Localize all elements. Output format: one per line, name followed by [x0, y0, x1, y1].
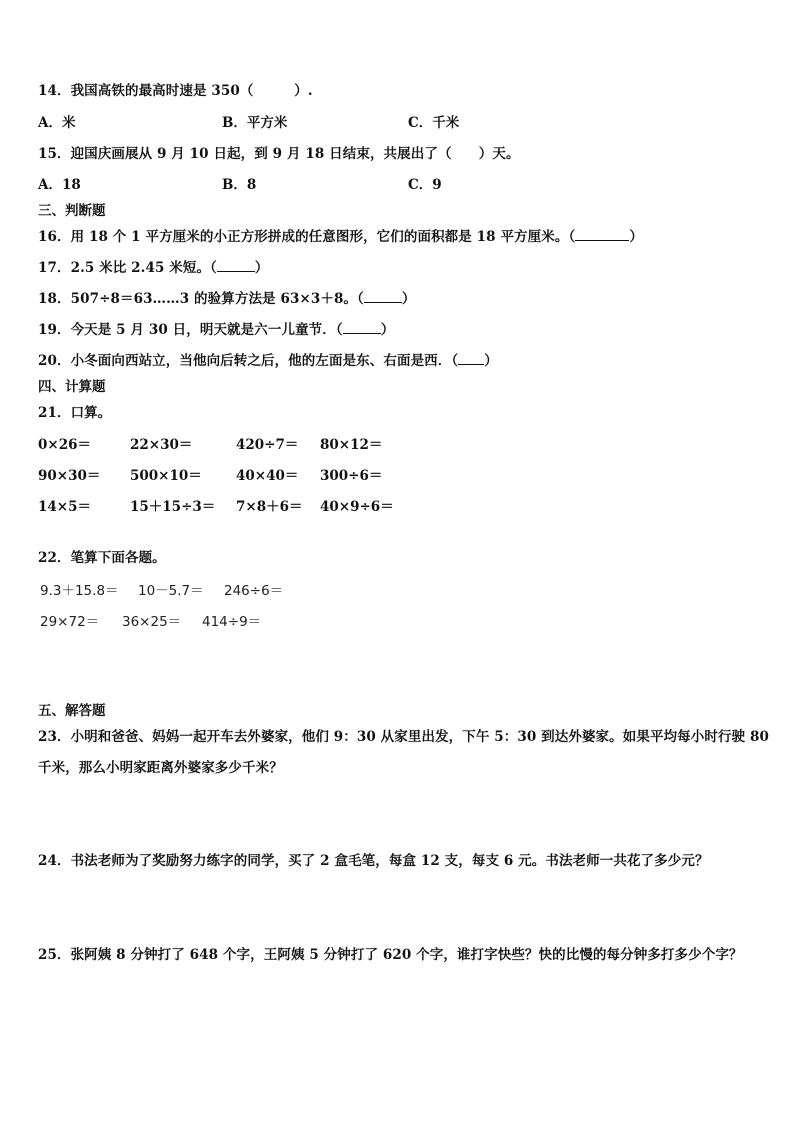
section-word-problems-heading: 五、解答题 [38, 703, 106, 719]
question-14: 14．我国高铁的最高时速是 350（ ）. [38, 83, 313, 99]
q18-text: 18．507÷8＝63……3 的验算方法是 63×3＋8。（ [38, 291, 364, 307]
oral-calc-item: 300÷6＝ [320, 468, 383, 484]
oral-calc-item: 420÷7＝ [236, 437, 299, 453]
q19-close: ） [380, 322, 395, 338]
question-20 [38, 352, 498, 370]
q14-option-b: B．平方米 [222, 115, 288, 131]
q16-close: ） [629, 229, 643, 245]
question-19 [38, 321, 394, 339]
q18-close: ） [401, 291, 416, 307]
section-true-false-heading: 三、判断题 [38, 203, 106, 219]
oral-calc-item: 80×12＝ [320, 437, 383, 453]
question-23-line1: 23．小明和爸爸、妈妈一起开车去外婆家，他们 9：30 从家里出发，下午 5：30 到达外婆家。如果平均每小时行驶 80 [38, 729, 769, 745]
question-15: 15．迎国庆画展从 9 月 10 日起，到 9 月 18 日结束，共展出了（ ）天。 [38, 146, 520, 162]
question-25: 25．张阿姨 8 分钟打了 648 个字，王阿姨 5 分钟打了 620 个字，谁打字快些？快的比慢的每分钟多打多少个字？ [38, 947, 743, 963]
answer-blank [217, 259, 255, 272]
q15-option-b: B．8 [222, 177, 257, 193]
written-calc-item: 414÷9＝ [202, 614, 262, 630]
written-calc-item: 29×72＝ [40, 614, 100, 630]
answer-blank [458, 352, 484, 365]
oral-calc-item: 22×30＝ [130, 437, 193, 453]
question-22-title: 22．笔算下面各题。 [38, 550, 166, 566]
q20-close: ） [484, 353, 498, 369]
written-calc-item: 246÷6＝ [224, 583, 284, 599]
oral-calc-item: 40×9÷6＝ [320, 499, 394, 515]
oral-calc-item: 7×8＋6＝ [236, 499, 303, 515]
question-18 [38, 290, 416, 308]
question-24: 24．书法老师为了奖励努力练字的同学，买了 2 盒毛笔，每盒 12 支，每支 6 元。书法老师一共花了多少元？ [38, 853, 709, 869]
q17-close: ） [254, 260, 269, 276]
q17-text: 17．2.5 米比 2.45 米短。（ [38, 260, 217, 276]
oral-calc-item: 90×30＝ [38, 468, 101, 484]
q20-text: 20．小冬面向西站立，当他向后转之后，他的左面是东、右面是西．（ [38, 353, 459, 369]
oral-calc-item: 40×40＝ [236, 468, 299, 484]
question-23-line2: 千米，那么小明家距离外婆家多少千米？ [38, 760, 283, 776]
q15-option-c: C．9 [408, 177, 442, 193]
q15-option-a: A．18 [38, 177, 81, 193]
answer-blank [575, 228, 629, 241]
q14-option-c: C．千米 [408, 115, 460, 131]
question-17 [38, 259, 269, 277]
oral-calc-item: 0×26＝ [38, 437, 91, 453]
section-calculation-heading: 四、计算题 [38, 379, 106, 395]
answer-blank [343, 321, 381, 334]
oral-calc-item: 500×10＝ [130, 468, 202, 484]
q19-text: 19．今天是 5 月 30 日，明天就是六一儿童节．（ [38, 322, 343, 338]
answer-blank [364, 290, 402, 303]
written-calc-item: 36×25＝ [122, 614, 182, 630]
question-16 [38, 228, 643, 246]
written-calc-item: 10－5.7＝ [138, 583, 204, 599]
q14-option-a: A．米 [38, 115, 76, 131]
oral-calc-item: 15＋15÷3＝ [130, 499, 216, 515]
question-21-title: 21．口算。 [38, 405, 112, 421]
written-calc-item: 9.3＋15.8＝ [40, 583, 119, 599]
q16-text: 16．用 18 个 1 平方厘米的小正方形拼成的任意图形，它们的面积都是 18 平方厘米。（ [38, 229, 576, 245]
oral-calc-item: 14×5＝ [38, 499, 91, 515]
